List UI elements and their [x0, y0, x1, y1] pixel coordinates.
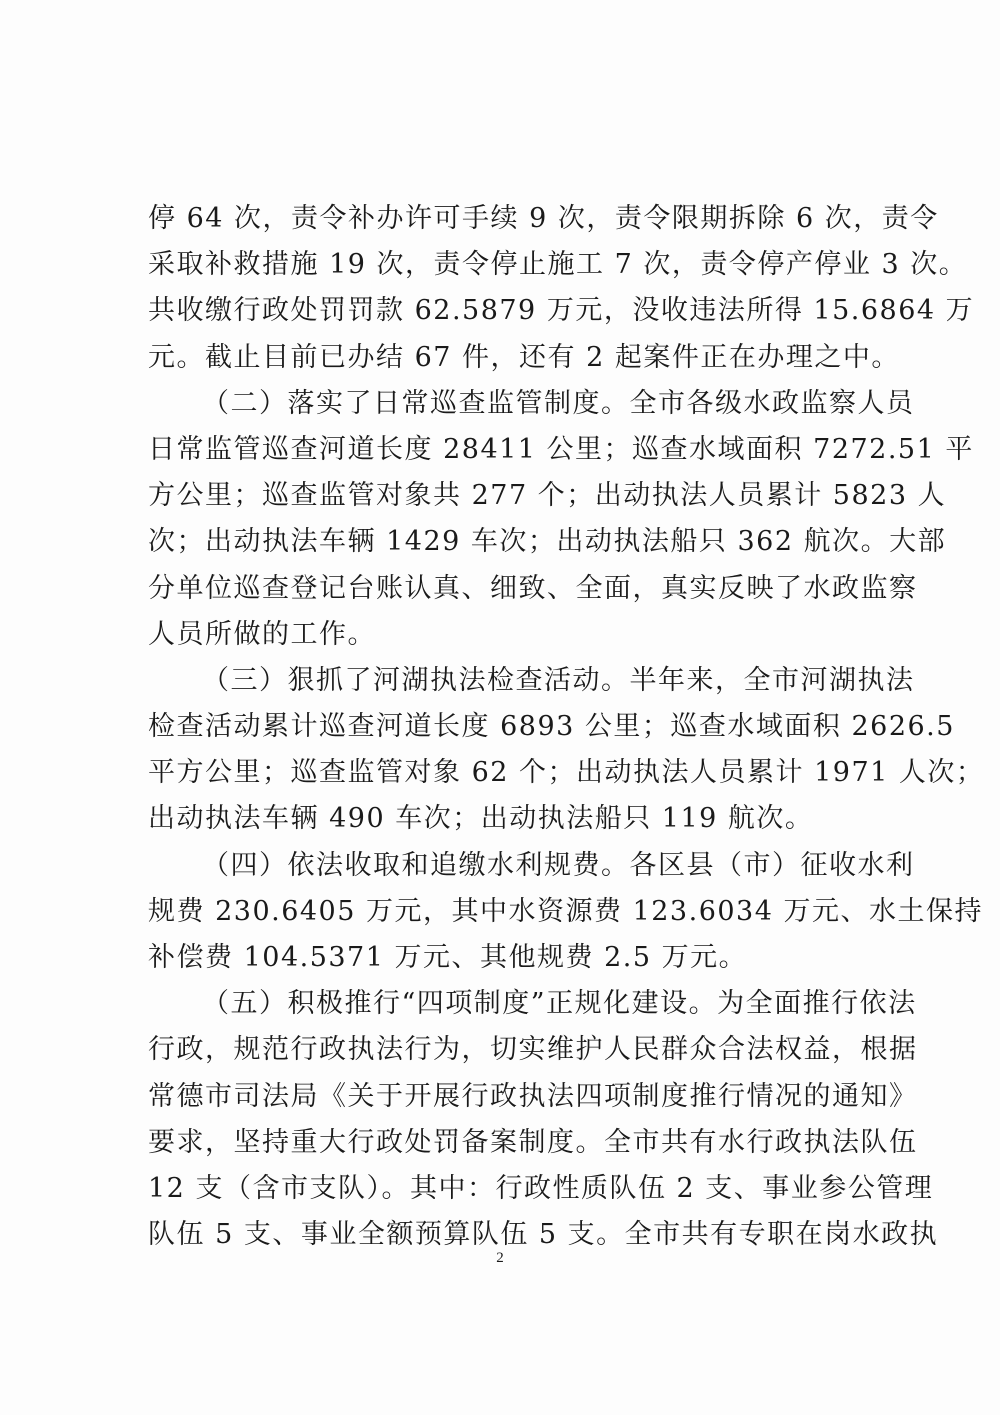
- text-line: 采取补救措施 19 次，责令停止施工 7 次，责令停产停业 3 次。: [148, 249, 968, 281]
- text-line: 共收缴行政处罚罚款 62.5879 万元，没收违法所得 15.6864 万: [148, 295, 975, 327]
- section-heading-line: （四）依法收取和追缴水利规费。各区县（市）征收水利: [202, 849, 915, 881]
- body-text: [148, 196, 985, 1258]
- text-line: 队伍 5 支、事业全额预算队伍 5 支。全市共有专职在岗水政执: [148, 1219, 939, 1251]
- text-line: 出动执法车辆 490 车次；出动执法船只 119 航次。: [148, 803, 814, 835]
- section-heading-line: （五）积极推行“四项制度”正规化建设。为全面推行依法: [202, 988, 917, 1020]
- text-line: 检查活动累计巡查河道长度 6893 公里；巡查水域面积 2626.5: [148, 711, 955, 743]
- text-line: 规费 230.6405 万元，其中水资源费 123.6034 万元、水土保持: [148, 895, 983, 927]
- text-line: 补偿费 104.5371 万元、其他规费 2.5 万元。: [148, 942, 748, 973]
- section-heading-line: （三）狠抓了河湖执法检查活动。半年来，全市河湖执法: [202, 664, 915, 696]
- text-line: 平方公里；巡查监管对象 62 个；出动执法人员累计 1971 人次；: [148, 757, 985, 789]
- text-line: 分单位巡查登记台账认真、细致、全面，真实反映了水政监察: [148, 572, 918, 604]
- text-line: 次；出动执法车辆 1429 车次；出动执法船只 362 航次。大部: [148, 526, 947, 558]
- page-number: 2: [496, 1250, 504, 1266]
- text-line: 要求，坚持重大行政处罚备案制度。全市共有水行政执法队伍: [148, 1126, 918, 1158]
- text-line: 停 64 次，责令补办许可手续 9 次，责令限期拆除 6 次，责令: [148, 203, 939, 234]
- text-line: 常德市司法局《关于开展行政执法四项制度推行情况的通知》: [148, 1080, 918, 1112]
- text-line: 元。截止目前已办结 67 件，还有 2 起案件正在办理之中。: [148, 341, 900, 373]
- text-line: 人员所做的工作。: [148, 618, 376, 650]
- section-heading-line: （二）落实了日常巡查监管制度。全市各级水政监察人员: [202, 387, 915, 419]
- text-line: 方公里；巡查监管对象共 277 个；出动执法人员累计 5823 人: [148, 480, 947, 512]
- text-line: 行政，规范行政执法行为，切实维护人民群众合法权益，根据: [148, 1034, 918, 1066]
- text-line: 12 支（含市支队）。其中：行政性质队伍 2 支、事业参公管理: [148, 1172, 934, 1204]
- text-line: 日常监管巡查河道长度 28411 公里；巡查水域面积 7272.51 平: [148, 433, 974, 465]
